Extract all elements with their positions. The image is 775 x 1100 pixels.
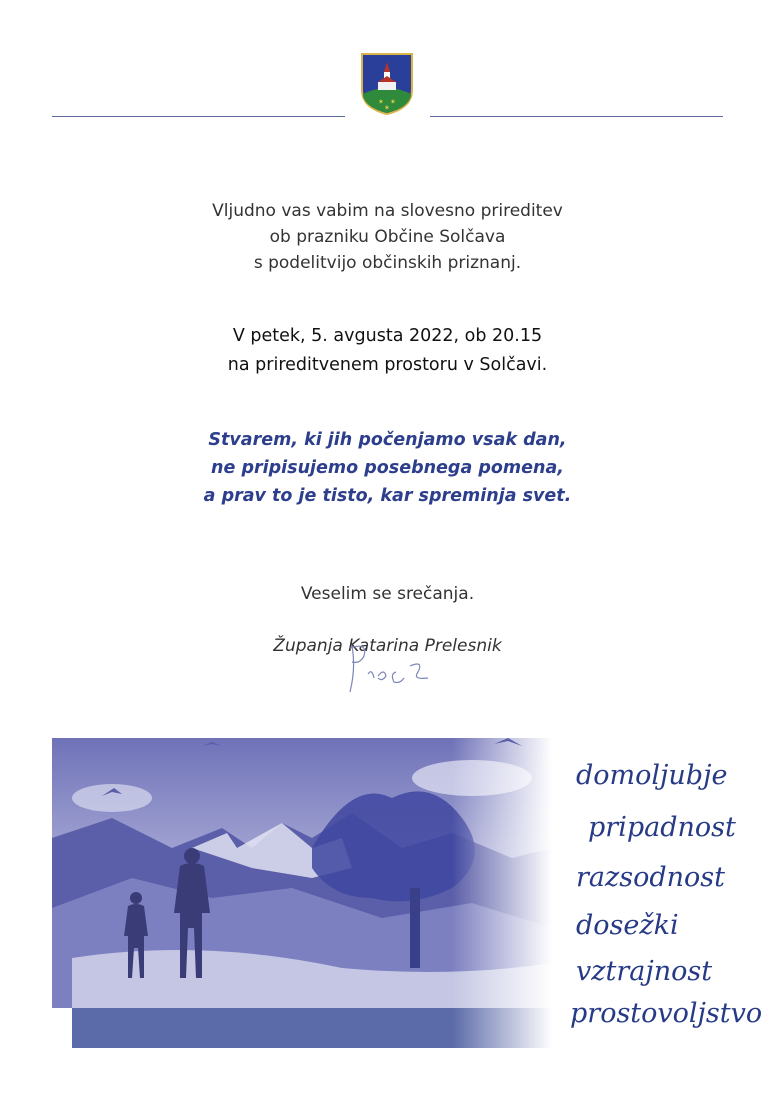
value-word: vztrajnost [576,956,713,987]
value-word: domoljubje [576,760,728,791]
quote [0,426,775,510]
value-word: razsodnost [576,862,725,893]
svg-text:✶: ✶ [384,104,390,112]
event-date-line: V petek, 5. avgusta 2022, ob 20.15 [232,326,543,346]
intro-line: ob prazniku Občine Solčava [269,227,506,247]
event-details [0,322,775,380]
intro-line: s podelitvijo občinskih priznanj. [253,253,522,273]
intro-line: Vljudno vas vabim na slovesno prireditev [212,201,563,221]
greeting: Veselim se srečanja. [300,584,475,604]
quote-line: a prav to je tisto, kar spreminja svet. [203,486,572,506]
coat-of-arms-icon [360,52,414,116]
invitation-intro [0,198,775,276]
signer-name: Županja Katarina Prelesnik [273,636,502,656]
value-word: dosežki [576,910,679,941]
svg-text:✶: ✶ [378,98,384,106]
value-word: prostovoljstvo [570,998,763,1029]
handwritten-signature [338,638,438,698]
header-rule-left [52,116,345,117]
svg-text:✶: ✶ [390,98,396,106]
landscape-illustration [52,738,552,1048]
quote-line: Stvarem, ki jih počenjamo vsak dan, [208,430,567,450]
quote-line: ne pripisujemo posebnega pomena, [211,458,564,478]
value-word: pripadnost [588,812,736,843]
event-location-line: na prireditvenem prostoru v Solčavi. [227,355,548,375]
header-rule-right [430,116,723,117]
